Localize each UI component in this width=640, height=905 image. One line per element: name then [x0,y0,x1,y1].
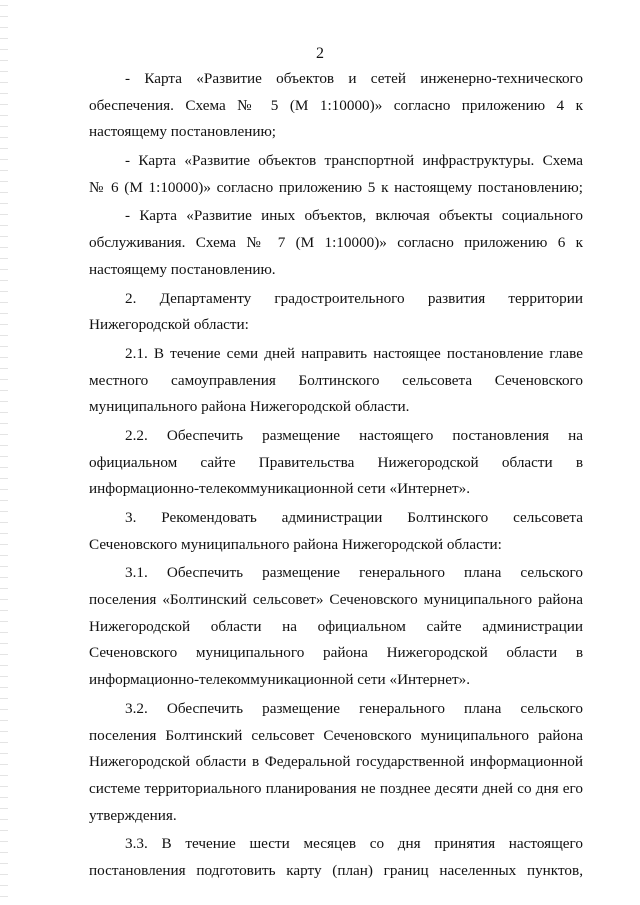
text-line: системе территориального планирования не позднее десяти дней со дня его [89,779,583,797]
text-line: Сеченовского муниципального района Нижегородской области в [89,644,583,662]
text-line: - Карта «Развитие объектов транспортной инфраструктуры. Схема [125,152,583,170]
text-line: постановления подготовить карту (план) границ населенных пунктов, [89,861,583,879]
document-body [89,66,583,885]
text-line: 2.1. В течение семи дней направить настоящее постановление главе [125,344,583,362]
text-line: 2.2. Обеспечить размещение настоящего постановления на [125,426,583,444]
text-line: 3.1. Обеспечить размещение генерального плана сельского [125,564,583,582]
text-line: Нижегородской области: [89,316,249,334]
text-line: Нижегородской области в Федеральной государственной информационной [89,753,583,771]
text-line: 3. Рекомендовать администрации Болтинского сельсовета [125,509,583,526]
text-line: 2. Департаменту градостроительного развития территории [125,289,583,307]
text-line: - Карта «Развитие объектов и сетей инженерно-технического [125,70,583,87]
text-line: Сеченовского муниципального района Нижегородской области: [89,535,502,553]
text-line: обслуживания. Схема № 7 (М 1:10000)» согласно приложению 6 к [89,234,583,252]
text-line: настоящему постановлению; [89,123,277,141]
page-number: 2 [316,45,324,62]
text-line: 3.2. Обеспечить размещение генерального плана сельского [125,699,583,717]
scan-edge-artifact [0,0,8,905]
text-line: официальном сайте Правительства Нижегородской области в [89,453,583,471]
text-line: 3.3. В течение шести месяцев со дня принятия настоящего [125,835,583,853]
text-line: обеспечения. Схема № 5 (М 1:10000)» согласно приложению 4 к [89,96,583,114]
text-line: № 6 (М 1:10000)» согласно приложению 5 к настоящему постановлению; [89,178,583,196]
text-line: утверждения. [89,806,177,824]
text-line: - Карта «Развитие иных объектов, включая объекты социального [125,207,583,225]
text-line: информационно-телекоммуникационной сети «Интернет». [89,671,471,689]
text-line: муниципального района Нижегородской области. [89,398,410,416]
text-line: информационно-телекоммуникационной сети «Интернет». [89,480,471,498]
text-line: Нижегородской области на официальном сайте администрации [89,617,583,635]
text-line: поселения Болтинский сельсовет Сеченовского муниципального района [89,726,583,744]
text-line: настоящему постановлению. [89,260,276,278]
text-line: местного самоуправления Болтинского сельсовета Сеченовского [89,371,583,389]
text-line: поселения «Болтинский сельсовет» Сеченовского муниципального района [89,591,583,609]
